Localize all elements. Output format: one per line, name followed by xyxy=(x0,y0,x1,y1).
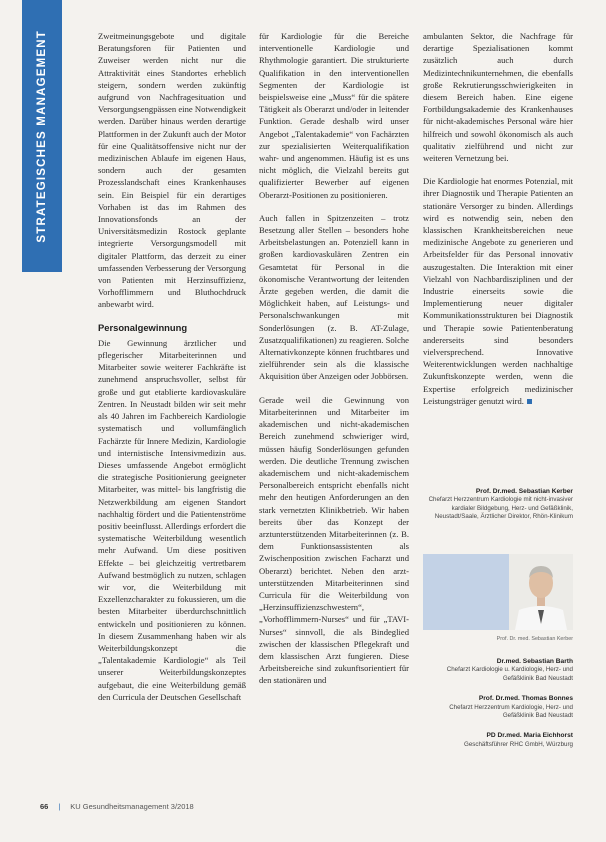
author-name: Prof. Dr.med. Sebastian Kerber xyxy=(475,488,573,495)
author-entry xyxy=(423,488,573,522)
author-role: Chefarzt Herzzentrum Kardiologie, Herz- und Gefäßklinik Bad Neustadt xyxy=(449,703,573,720)
article-column-3 xyxy=(423,30,573,418)
article-paragraph: für Kardiologie für die Bereiche interventionelle Kardiologie und Rhythmologie garantiert. Die strukturierte Qualifikation in den interventionellen Segmenten der Kardiologie ist beispielsweise eine „Muss“ für die spätere Tätigkeit als Oberarzt und/oder in leitender Funktion. Gerade deshalb wird unser Angebot „Talentakademie“ von Fachärzten zur spezialisierten Weiterqualifikation wahr- und angenommen. Häufig ist es uns nicht möglich, die Vielzahl bereits gut qualifizierter Bewerber auf eigenen Oberarzt-Positionen zu positionieren. xyxy=(259,31,409,200)
author-name: Dr.med. Sebastian Barth xyxy=(496,658,573,665)
author-entry xyxy=(423,732,573,749)
article-paragraph: ambulanten Sektor, die Nachfrage für derartige Spezialisationen kommt zusätzlich auch durch Medizintechnikunternehmen, die ebenfalls große Rekrutierungsschwierigkeiten in diesem Bereich haben. Eine eigene Fortbildungsakademie des Krankenhauses für nicht-akademisches Personal wäre hier hilfreich und sowohl ökonomisch als auch qualitativ zielführend und nicht zur weiteren Vernetzung bei. xyxy=(423,31,573,164)
article-paragraph: Gerade weil die Gewinnung von Mitarbeiterinnen und Mitarbeiter im akademischen und nicht-akademischen Bereich zunehmend schwieriger wird, müssen häufig Sonderlösungen gefunden werden. Die deutliche Trennung zwischen akademischem und nicht-akademischem Personalbereich entspricht ebenfalls nicht mehr den heutigen Anforderungen an den stark vernetzten Klinikbetrieb. Wir haben bereits über das Konzept der arztunterstützenden Mitarbeiterinnen (z. B. dem Funktionsassistenten als Zwischenposition zwischen Facharzt und Oberarzt) berichtet. Neben den arzt-unterstützenden Mitarbeiterinnen sind Curricula für die Weiterbildung von „Herzinsuffizienzschwestern“, „Vorhofflimmern-Nurses“ und für „TAVI-Nurses“ sinnvoll, die als Bindeglied zwischen der klassischen Pflegekraft und dem klassischen Arzt fungieren. Diese Arbeitsbereiche sind zukunftsorientiert für den stationären und xyxy=(259,394,409,686)
section-tab xyxy=(22,0,62,272)
section-tab-label: STRATEGISCHES MANAGEMENT xyxy=(36,29,48,243)
author-portrait xyxy=(509,554,573,630)
publication-name: KU Gesundheitsmanagement 3/2018 xyxy=(70,802,194,811)
author-role: Chefarzt Kardiologie u. Kardiologie, Herz- und Gefäßklinik Bad Neustadt xyxy=(446,666,573,682)
portrait-image xyxy=(509,554,573,630)
article-column-1 xyxy=(98,30,246,714)
footer-divider: | xyxy=(58,802,61,811)
author-role: Chefarzt Herzzentrum Kardiologie mit nicht-invasiver kardialer Bildgebung, Herz- und Gefäßklinik, Neustadt/Saale, Ärztlicher Direktor, Rhön-Klinikum xyxy=(428,496,573,521)
author-entry xyxy=(423,658,573,683)
page-number: 66 xyxy=(40,802,49,811)
article-column-2 xyxy=(259,30,409,698)
end-of-article-mark xyxy=(527,399,532,404)
author-block xyxy=(423,658,573,757)
photo-caption: Prof. Dr. med. Sebastian Kerber xyxy=(496,636,573,642)
article-paragraph-text: Die Kardiologie hat enormes Potenzial, mit ihrer Diagnostik und Therapie Patienten an stationäre Versorger zu binden. Allerdings wird es notwendig sein, neben den klassischen Krankheitsbereichen neue medizinische Angebote zu generieren und Arbeitsfelder für das Personal innovativ auszugestalten. Die Interaktion mit einer Vielzahl von Nachbardisziplinen und der Industrie einerseits sowie die Implementierung neuer digitaler Kommunikationsstrukturen bei Diagnostik und Therapie sowie Patientenberatung andererseits sind besonders vielversprechend. Innovative Weiterentwicklungen werden nachhaltige Zukunftskonzepte werden, wenn die Expertise erfolgreich medizinischer Leistungsträger genutzt wird. xyxy=(423,176,573,406)
author-entry xyxy=(423,695,573,720)
article-paragraph: Auch fallen in Spitzenzeiten – trotz Besetzung aller Stellen – besonders hohe Arbeitsbelastungen an. Potenziell kann in großen kardiovaskulären Zentren ein Gesamtetat für Personal in die ökonomische Verantwortung der leitenden Ärzte gegeben werden, die damit die Möglichkeit haben, auf Leistungs- und Personalschwankungen mit Sonderlösungen (z. B. AT-Zulage, Zusatzqualifikationen) zu reagieren. Solche Alternativkonzepte können fruchtbares und zielführender sein als die klassische Akquisition über Anzeigen oder Jobbörsen. xyxy=(259,212,409,382)
author-name: Prof. Dr.med. Thomas Bonnes xyxy=(478,695,573,703)
author-name: PD Dr.med. Maria Eichhorst xyxy=(486,732,573,740)
author-role: Geschäftsführer RHC GmbH, Würzburg xyxy=(464,740,573,748)
section-heading: Personalgewinnung xyxy=(98,321,188,333)
article-paragraph xyxy=(423,175,573,407)
article-paragraph: Die Gewinnung ärztlicher und pflegerischer Mitarbeiterinnen und Mitarbeiter sowie weiterer Fachkräfte ist zunehmend anspruchsvoller, selbst für große und gut etablierte kardiovaskuläre Zentren. In Neustadt bilden wir seit mehr als 40 Jahren im Fachbereich Kardiologie systematisch und vollumfänglich Fachärzte für Innere Medizin, Kardiologie und internistische Intensivmedizin aus. Dieses umfassende Angebot ermöglicht die strategische Positionierung geeigneter Mitarbeiter, was mittel- bis langfristig die Netzwerkbildung am eigenen Standort nachhaltig fördert und die Patientenströme positiv beeinflusst. Allerdings erfordert die systematische Weiterbildung wesentlich mehr Aufwand. Um diese positiven Effekte – bei gleichzeitig vertretbarem Aufwand bestmöglich zu nutzen, schlagen wir vor, die Weiterbildung mit Exzellenzcharakter zu fokussieren, um die besten Mitarbeiter überdurchschnittlich entwickeln und positionieren zu können. In diesem Zusammenhang haben wir als Weiterbildungskonzept die „Talentakademie Kardiologie“ als Teil unserer Weiterbildungskonzeptes aufgebaut, die eine Weiterbildung gemäß den Curricula der Deutschen Gesellschaft xyxy=(98,337,246,702)
author-block xyxy=(423,488,573,530)
article-paragraph: Zweitmeinungsgebote und digitale Beratungsforen für Patienten und Zuweiser werden nicht nur die Attraktivität eines Standortes erheblich steigern, sondern werden zukünftig aufgrund von Nachfragesituation und Versorgungsengpässen eine Notwendigkeit werden. Darüber hinaus werden derartige Plattformen in der Zukunft auch der Motor für eine Qualitätsoffensive nicht nur der medizinischen Ablaufe im eigenen Haus, sondern auch der gesamten Prozesslandschaft eines Krankenhauses sein. Ein Beispiel für ein derartiges Vorhaben ist das im Rahmen des Innovationsfonds an der Universitätsmedizin Rostock geplante integrierte Versorgungsmodell mit digitaler Plattform, das derzeit zu einer umfassenden Verbesserung der Versorgung von Patienten mit Herzinsuffizienz, Vorhofflimmern und Bluthochdruck anbewarbt wird. xyxy=(98,31,246,310)
page-footer xyxy=(40,802,194,811)
